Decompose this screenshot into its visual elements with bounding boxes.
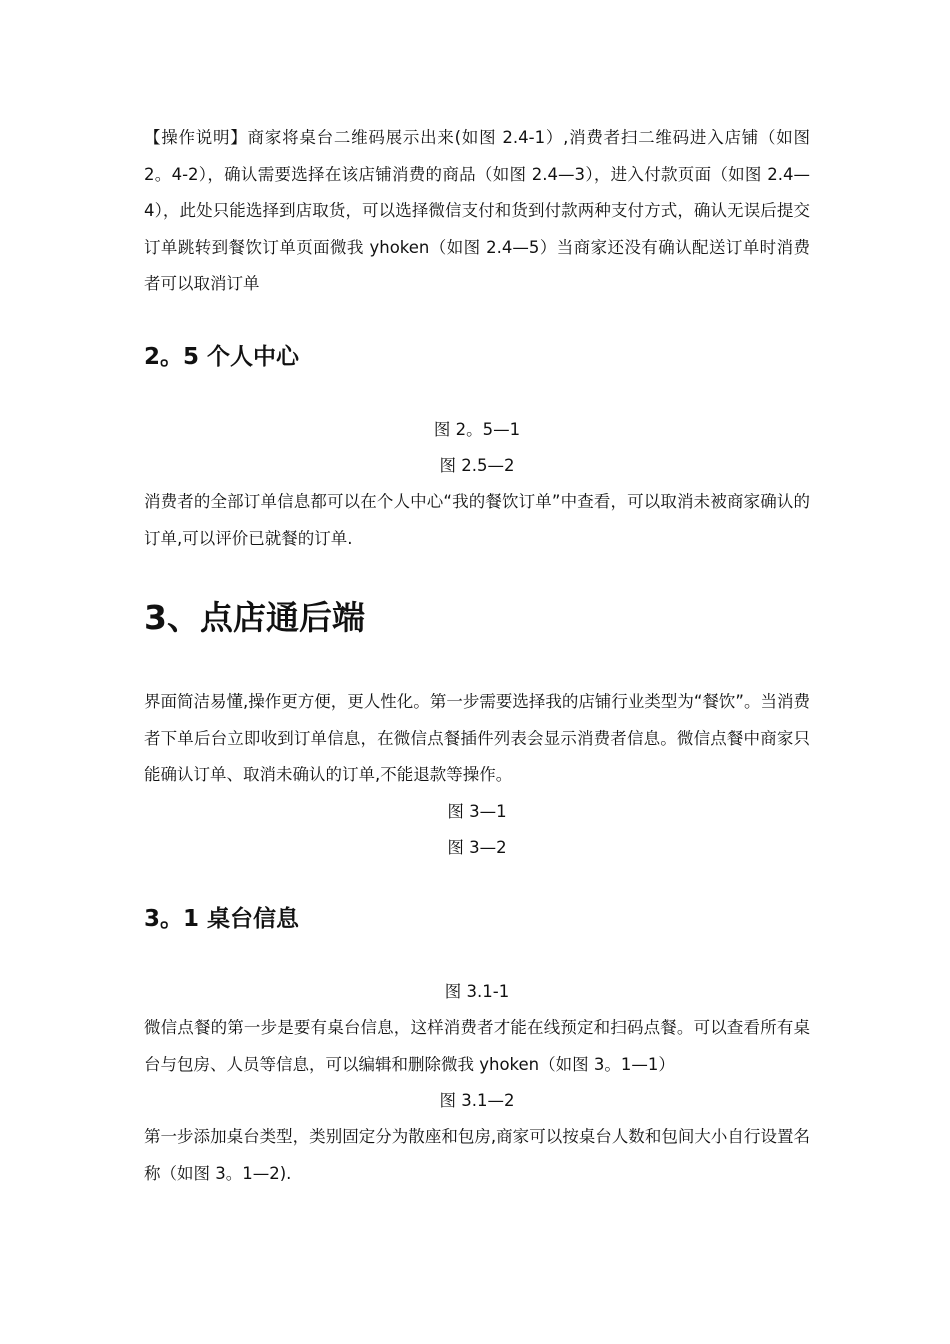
section-3-paragraph: 界面简洁易懂,操作更方便，更人性化。第一步需要选择我的店铺行业类型为“餐饮”。当消费者下单后台立即收到订单信息，在微信点餐插件列表会显示消费者信息。微信点餐中商家只能确认订单、取消未确认的订单,不能退款等操作。: [144, 692, 810, 784]
section-3-heading: 3、点店通后端: [144, 598, 365, 637]
figure-caption-3-1-1: 图 3.1-1: [444, 982, 510, 1001]
figure-caption-2-5-2: 图 2.5—2: [439, 456, 515, 475]
section-3-1-paragraph-1: 微信点餐的第一步是要有桌台信息，这样消费者才能在线预定和扫码点餐。可以查看所有桌台与包房、人员等信息，可以编辑和删除微我 yhoken（如图 3。1—1）: [144, 1018, 810, 1074]
section-3-1-paragraph-2: 第一步添加桌台类型，类别固定分为散座和包房,商家可以按桌台人数和包间大小自行设置名称（如图 3。1—2).: [144, 1127, 810, 1183]
figure-caption-3-1: 图 3—1: [447, 802, 507, 821]
figure-caption-3-1-2: 图 3.1—2: [439, 1091, 515, 1110]
figure-caption-2-5-1: 图 2。5—1: [433, 420, 521, 439]
figure-caption-3-2: 图 3—2: [447, 838, 507, 857]
section-3-1-heading: 3。1 桌台信息: [144, 906, 300, 932]
section-2-5-heading: 2。5 个人中心: [144, 344, 300, 370]
intro-paragraph: 【操作说明】商家将桌台二维码展示出来(如图 2.4-1）,消费者扫二维码进入店铺（如图 2。4-2），确认需要选择在该店铺消费的商品（如图 2.4—3），进入付款页面（如图 2.4—4），此处只能选择到店取货，可以选择微信支付和货到付款两种支付方式，确认无误后提交订单跳转到餐饮订单页面微我 yhoken（如图 2.4—5）当商家还没有确认配送订单时消费者可以取消订单: [144, 128, 810, 293]
section-2-5-paragraph: 消费者的全部订单信息都可以在个人中心“我的餐饮订单”中查看，可以取消未被商家确认的订单,可以评价已就餐的订单.: [144, 492, 810, 548]
